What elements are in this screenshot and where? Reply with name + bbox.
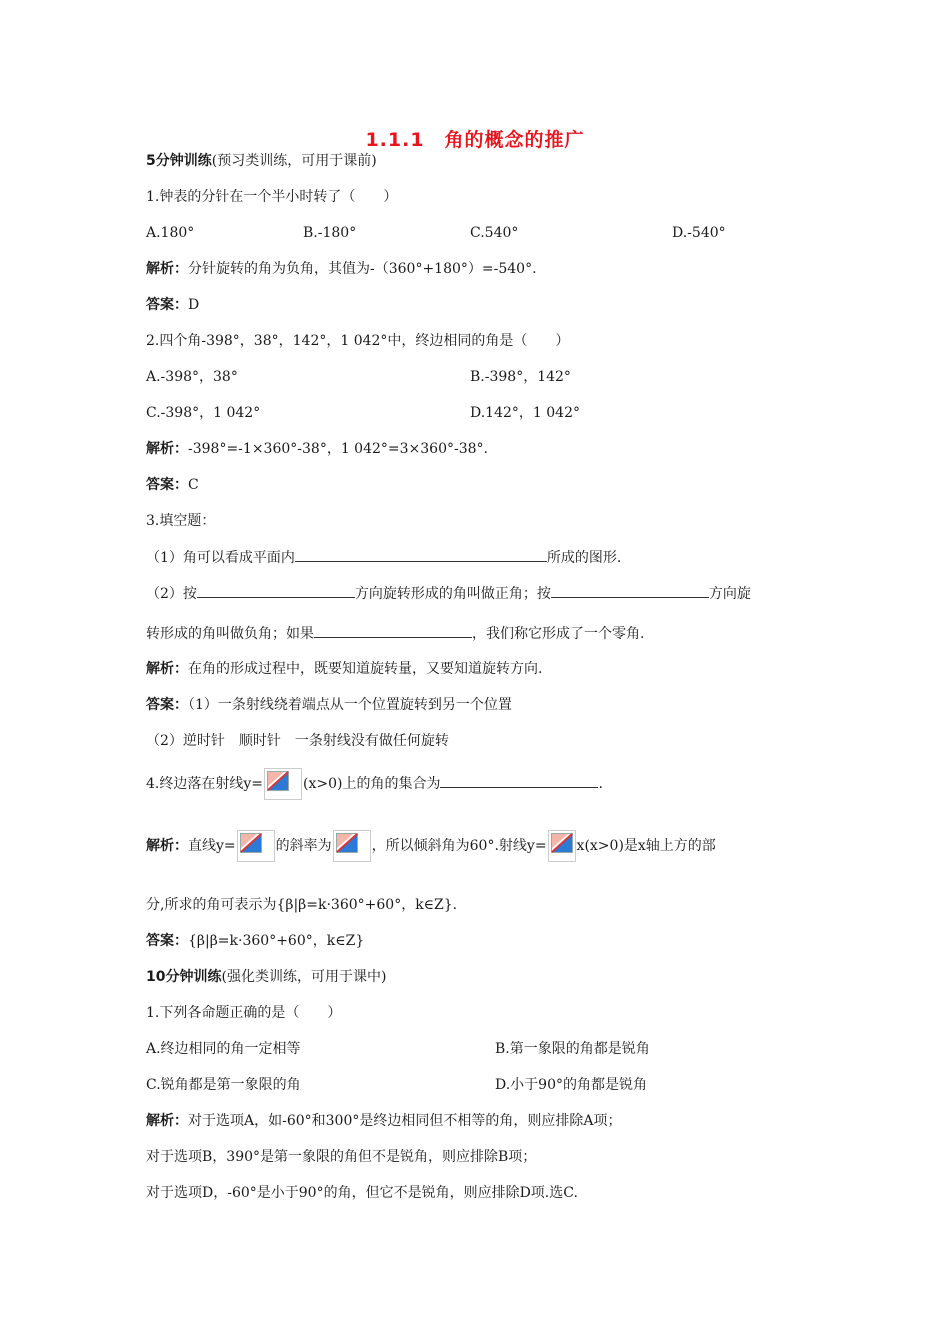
q3-line-3 [146, 623, 644, 644]
q2-answer [146, 475, 199, 495]
analysis-label: 解析： [146, 261, 188, 277]
text-segment: x(x>0)是x轴上方的部 [576, 838, 716, 854]
text-segment: 4.终边落在射线y= [146, 776, 263, 792]
q3-line-1 [146, 547, 621, 568]
formula-image-icon [237, 830, 275, 862]
p1-analysis-3: 对于选项D，-60°是小于90°的角，但它不是锐角，则应排除D项.选C. [146, 1185, 578, 1201]
answer-text: （1）一条射线绕着端点从一个位置旋转到另一个位置 [188, 697, 512, 713]
q1-analysis [146, 259, 537, 279]
answer-text: {β|β=k·360°+60°，k∈Z} [188, 933, 365, 949]
fill-blank [295, 547, 547, 562]
question-1-stem: 1.钟表的分针在一个半小时转了（ ） [146, 189, 398, 205]
text-segment: 方向旋 [708, 586, 751, 602]
formula-image-icon [333, 830, 371, 862]
text-segment: 方向旋转形成的角叫做正角；按 [354, 586, 551, 602]
text-segment: （1）角可以看成平面内 [146, 550, 295, 566]
q3-line-2 [146, 583, 751, 604]
analysis-text: 对于选项A，如-60°和300°是终边相同但不相等的角，则应排除A项； [188, 1113, 622, 1129]
text-segment: 直线y= [188, 838, 236, 854]
text-segment: . [598, 776, 603, 792]
q1-option-a: A.180° [146, 225, 195, 241]
section-heading-10min [146, 967, 386, 987]
q2-option-a: A.-398°，38° [146, 369, 238, 385]
text-segment: （2）按 [146, 586, 197, 602]
formula-image-icon [548, 830, 576, 862]
section-heading-5min [146, 151, 377, 171]
p1-option-c: C.锐角都是第一象限的角 [146, 1077, 301, 1093]
section-sub: (强化类训练，可用于课中) [221, 969, 387, 985]
answer-label: 答案： [146, 697, 188, 713]
question-3-stem: 3.填空题： [146, 513, 216, 529]
fill-blank [197, 583, 355, 598]
q1-option-c: C.540° [470, 225, 519, 241]
text-segment: 所成的图形. [546, 550, 622, 566]
p1-option-d: D.小于90°的角都是锐角 [495, 1077, 647, 1093]
text-segment: 的斜率为 [275, 838, 332, 854]
answer-label: 答案： [146, 297, 188, 313]
p1-stem: 1.下列各命题正确的是（ ） [146, 1005, 342, 1021]
analysis-text: -398°=-1×360°-38°，1 042°=3×360°-38°. [188, 441, 488, 457]
text-segment: ，我们称它形成了一个零角. [472, 626, 645, 642]
q1-option-b: B.-180° [303, 225, 357, 241]
p1-option-b: B.第一象限的角都是锐角 [495, 1041, 650, 1057]
section-label: 5分钟训练 [146, 153, 212, 169]
answer-text: C [188, 477, 199, 493]
q4-analysis-2: 分,所求的角可表示为{β|β=k·360°+60°，k∈Z}. [146, 897, 458, 913]
p1-analysis-2: 对于选项B，390°是第一象限的角但不是锐角，则应排除B项； [146, 1149, 537, 1165]
p1-option-a: A.终边相同的角一定相等 [146, 1041, 301, 1057]
p1-analysis [146, 1111, 622, 1131]
analysis-text: 分针旋转的角为负角，其值为-（360°+180°）=-540°. [188, 261, 537, 277]
question-2-stem: 2.四个角-398°，38°，142°，1 042°中，终边相同的角是（ ） [146, 333, 570, 349]
q3-answer [146, 695, 512, 715]
q2-option-b: B.-398°，142° [470, 369, 571, 385]
analysis-label: 解析： [146, 441, 188, 457]
text-segment: (x>0)上的角的集合为 [303, 776, 441, 792]
section-sub: (预习类训练，可用于课前) [211, 153, 377, 169]
text-segment: 转形成的角叫做负角；如果 [146, 626, 314, 642]
q2-option-d: D.142°，1 042° [470, 405, 580, 421]
q3-analysis [146, 659, 542, 679]
answer-label: 答案： [146, 933, 188, 949]
section-label: 10分钟训练 [146, 969, 222, 985]
q4-answer [146, 931, 364, 951]
q4-analysis [146, 830, 716, 862]
question-4-stem [146, 768, 603, 800]
answer-label: 答案： [146, 477, 188, 493]
analysis-text: 在角的形成过程中，既要知道旋转量，又要知道旋转方向. [188, 661, 543, 677]
analysis-label: 解析： [146, 1113, 188, 1129]
q2-analysis [146, 439, 488, 459]
fill-blank [314, 623, 472, 638]
page-title: 1.1.1 角的概念的推广 [365, 129, 585, 151]
formula-image-icon [264, 768, 302, 800]
answer-text: D [188, 297, 200, 313]
q2-option-c: C.-398°，1 042° [146, 405, 261, 421]
fill-blank [440, 773, 598, 788]
q1-answer [146, 295, 199, 315]
analysis-label: 解析： [146, 661, 188, 677]
analysis-label: 解析： [146, 838, 188, 854]
fill-blank [551, 583, 709, 598]
q1-option-d: D.-540° [672, 225, 726, 241]
text-segment: ，所以倾斜角为60°.射线y= [371, 838, 547, 854]
q3-answer-2: （2）逆时针 顺时针 一条射线没有做任何旋转 [146, 733, 449, 749]
